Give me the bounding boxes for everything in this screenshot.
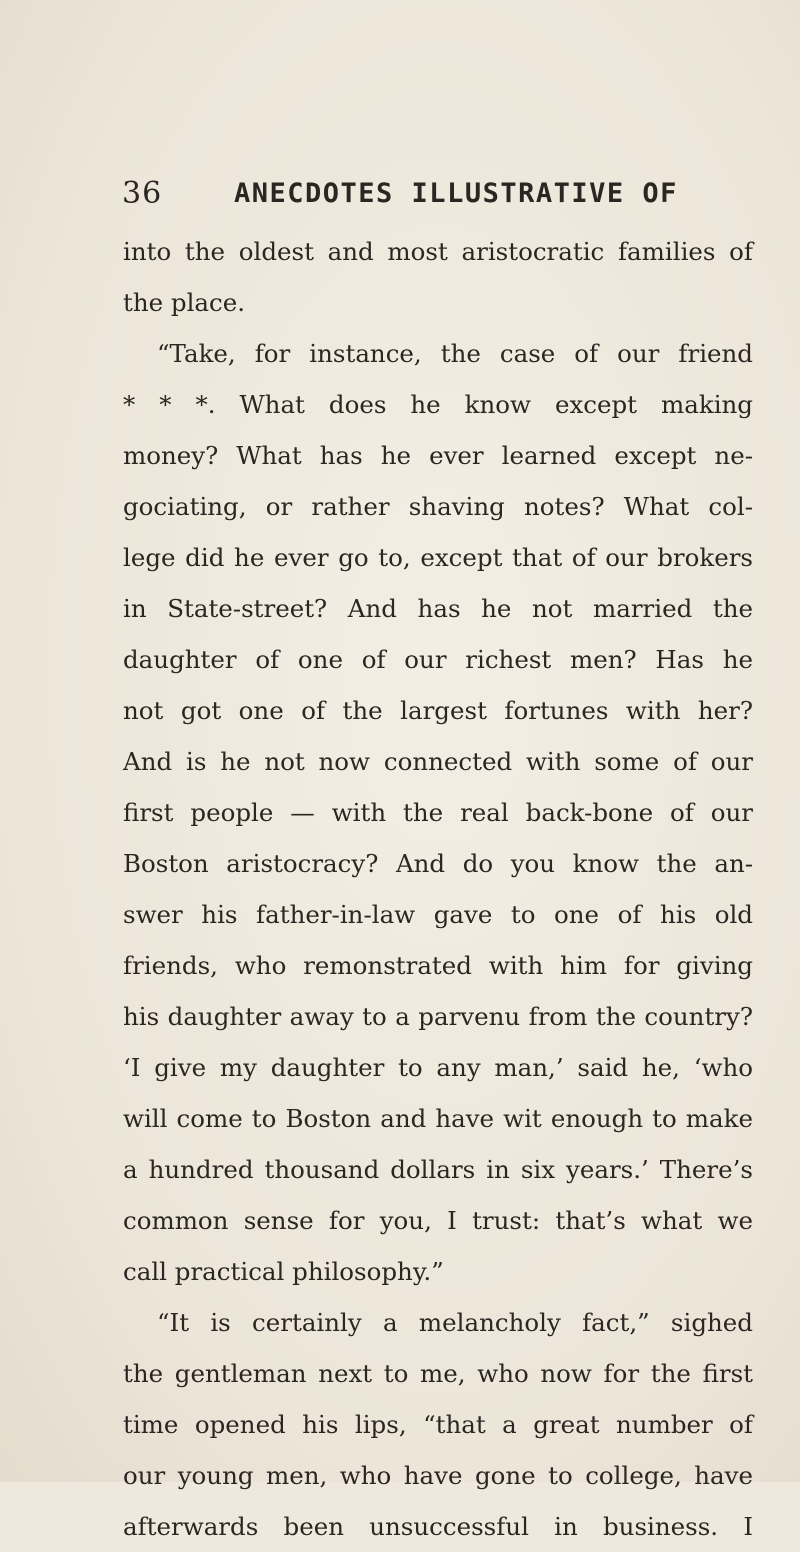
page-body xyxy=(123,226,753,1552)
text-line: in State-street? And has he not married the xyxy=(123,594,753,623)
text-line: first people — with the real back-bone of our xyxy=(123,798,753,827)
text-line: Boston aristocracy? And do you know the an- xyxy=(123,849,753,878)
text-line: friends, who remonstrated with him for giving xyxy=(123,951,753,980)
text-line: the place. xyxy=(123,288,246,317)
text-line: his daughter away to a parvenu from the country? xyxy=(123,1002,753,1031)
text-line: not got one of the largest fortunes with her? xyxy=(123,696,753,725)
text-line: our young men, who have gone to college, have xyxy=(123,1461,753,1490)
page-number: 36 xyxy=(122,176,163,211)
text-line: time opened his lips, “that a great number of xyxy=(123,1410,753,1439)
text-line: afterwards been unsuccessful in business. I xyxy=(123,1512,753,1541)
text-line: gociating, or rather shaving notes? What col- xyxy=(123,492,753,521)
running-title: ANECDOTES ILLUSTRATIVE OF xyxy=(234,178,678,209)
text-line: common sense for you, I trust: that’s what we xyxy=(123,1206,753,1235)
text-line: “Take, for instance, the case of our friend xyxy=(157,339,753,368)
text-line: a hundred thousand dollars in six years.’ There’s xyxy=(123,1155,753,1184)
text-line: the gentleman next to me, who now for the first xyxy=(123,1359,753,1388)
text-line: daughter of one of our richest men? Has he xyxy=(123,645,753,674)
text-line: And is he not now connected with some of our xyxy=(123,747,753,776)
text-line: call practical philosophy.” xyxy=(123,1257,444,1286)
text-line: will come to Boston and have wit enough to make xyxy=(123,1104,753,1133)
text-line: swer his father-in-law gave to one of his old xyxy=(123,900,753,929)
text-line: into the oldest and most aristocratic families of xyxy=(123,237,753,266)
text-line: lege did he ever go to, except that of our brokers xyxy=(123,543,753,572)
text-line: ‘I give my daughter to any man,’ said he, ‘who xyxy=(123,1053,753,1082)
text-line: “It is certainly a melancholy fact,” sighed xyxy=(157,1308,753,1337)
page-header xyxy=(122,176,682,216)
text-line: * * *. What does he know except making xyxy=(123,390,753,419)
text-line: money? What has he ever learned except ne- xyxy=(123,441,753,470)
